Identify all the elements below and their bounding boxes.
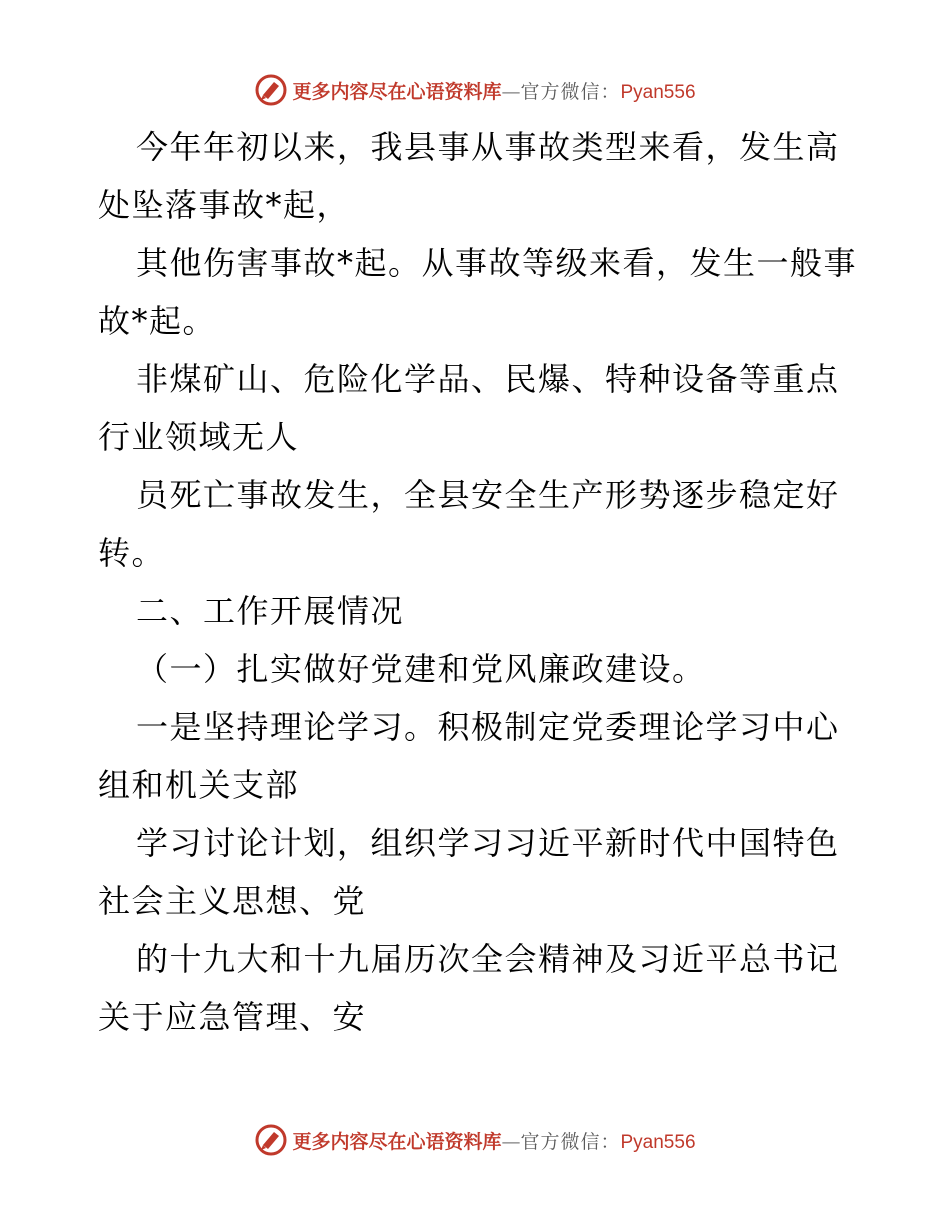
paragraph-4: 员死亡事故发生，全县安全生产形势逐步稳定好转。: [98, 476, 840, 572]
paragraph-5: 一是坚持理论学习。积极制定党委理论学习中心组和机关支部: [98, 708, 840, 804]
paragraph-3: 非煤矿山、危险化学品、民爆、特种设备等重点行业领域无人: [98, 360, 840, 456]
watermark-text: [292, 77, 695, 104]
section-heading: 二、工作开展情况: [136, 592, 405, 630]
watermark-dash: —: [501, 80, 521, 103]
paragraph-7: 的十九大和十九届历次全会精神及习近平总书记关于应急管理、安: [98, 940, 840, 1036]
watermark-wechat-label: 官方微信：: [520, 1130, 621, 1153]
footer-watermark: [0, 1120, 950, 1160]
watermark-site: 更多内容尽在心语资料库: [292, 80, 502, 103]
watermark-wechat-label: 官方微信：: [520, 80, 621, 103]
paragraph-1: 今年年初以来，我县事从事故类型来看，发生高处坠落事故*起，: [98, 128, 840, 224]
watermark-wechat-id: Pyan556: [620, 81, 696, 103]
watermark-logo-icon: [254, 73, 288, 107]
watermark-text: [292, 1127, 695, 1154]
paragraph-2: 其他伤害事故*起。从事故等级来看，发生一般事故*起。: [98, 244, 858, 340]
watermark-site: 更多内容尽在心语资料库: [292, 1130, 502, 1153]
watermark-dash: —: [501, 1130, 521, 1153]
subsection-heading: （一）扎实做好党建和党风廉政建设。: [136, 650, 706, 688]
document-body: [98, 118, 858, 1046]
header-watermark: [0, 70, 950, 110]
paragraph-6: 学习讨论计划，组织学习习近平新时代中国特色社会主义思想、党: [98, 824, 840, 920]
watermark-wechat-id: Pyan556: [620, 1131, 696, 1153]
watermark-logo-icon: [254, 1123, 288, 1157]
